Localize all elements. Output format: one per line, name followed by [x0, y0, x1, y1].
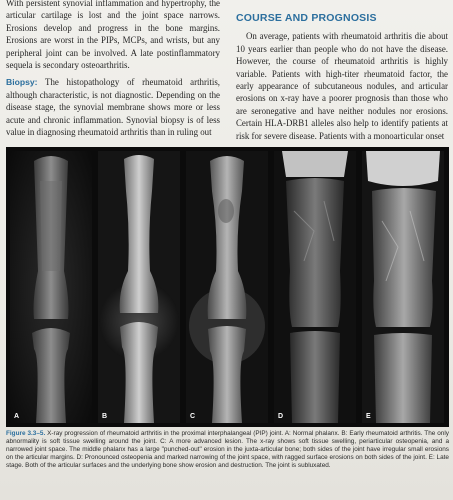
pathology-paragraph: With persistent synovial inflammation and hypertrophy, the articular cartilage is lost and the joint space narrows. Erosions develop and progress in the bone margins. Erosions are worst in the PIPs, MCPs, and wrists, but any peripheral joint can be involved. A late postinflammatory sequela is secondary osteoarthritis.	[6, 0, 220, 71]
prognosis-paragraph: On average, patients with rheumatoid arthritis die about 10 years earlier than people who do not have the disease. However, the course of rheumatoid arthritis is highly variable. Patients with high-titer rheumatoid factor, the early appearance of subcutaneous nodules, and articular erosions on x-ray have a poorer prognosis than those who are seronegative and have neither nodules nor erosions. Certain HLA-DRB1 alleles also help to identify patients at risk for severe disease. Patients with a monoarticular onset	[236, 31, 448, 141]
xray-panel-e	[362, 151, 444, 423]
xray-image-b	[98, 151, 180, 423]
figure-caption	[6, 430, 449, 470]
xray-image-d	[274, 151, 356, 423]
panel-label-d: D	[278, 413, 284, 420]
figure-caption-text: X-ray progression of rheumatoid arthritis in the proximal interphalangeal (PIP) joint. A: Normal phalanx. B: Early rheumatoid arthritis. The only abnormality is soft tissue swelling around the joint. C: A more advanced lesion. The x-ray shows soft tissue swelling, periarticular osteopenia, and a narrowed joint space. The middle phalanx has a large "punched-out" erosion in the juxta-articular bone; both sides of the joint have irregular small erosions on the articular margins. D: Pronounced osteopenia and marked narrowing of the joint space, with ragged surface erosions on both sides of the joint. E: Late stage. Both of the articular surfaces and the underlying bone show erosion and destruction. The joint is subluxated.	[6, 430, 449, 470]
biopsy-heading: Biopsy:	[6, 77, 38, 88]
xray-image-c	[186, 151, 268, 423]
xray-image-a	[10, 151, 92, 423]
section-heading-course-prognosis: COURSE AND PROGNOSIS	[236, 12, 377, 24]
biopsy-text: The histopathology of rheumatoid arthritis, although characteristic, is not diagnostic. Depending on the disease stage, the synovial membrane shows more or less acute and chronic inflammation. Synovial biopsy is of less value in diagnosing rheumatoid arthritis than in ruling out	[6, 77, 220, 138]
panel-label-b: B	[102, 413, 108, 420]
xray-image-e	[362, 151, 444, 423]
left-text-column	[6, 0, 220, 138]
panel-label-a: A	[14, 413, 20, 420]
xray-panel-b	[98, 151, 180, 423]
right-text-column	[236, 0, 448, 142]
xray-panel-c	[186, 151, 268, 423]
panel-label-c: C	[190, 413, 196, 420]
biopsy-paragraph	[6, 76, 220, 138]
panel-label-e: E	[366, 413, 371, 420]
xray-panel-d	[274, 151, 356, 423]
xray-panel-a	[10, 151, 92, 423]
figure-caption-id: Figure 3.3–5.	[6, 430, 46, 437]
xray-figure	[6, 147, 449, 427]
